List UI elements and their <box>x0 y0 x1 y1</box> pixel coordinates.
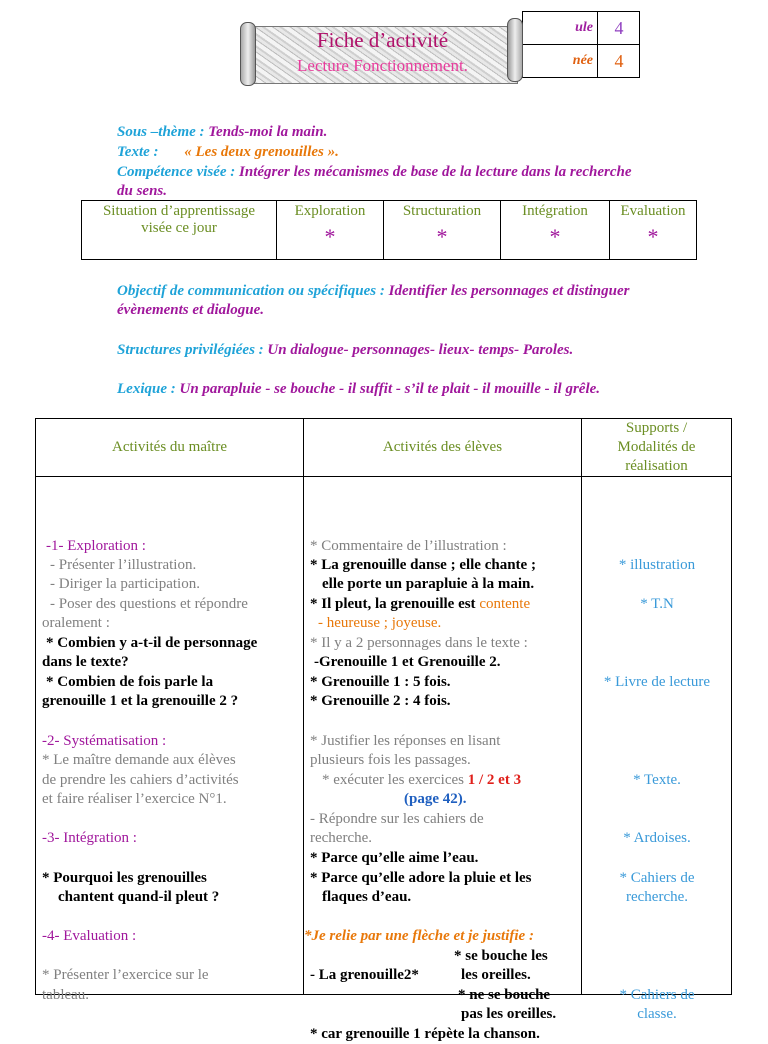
list-item <box>322 771 521 790</box>
list-item: * Justifier les réponses en lisant <box>310 733 501 749</box>
header-grid <box>522 11 640 78</box>
evaluation-instruction: *Je relie par une flèche et je justifie : <box>304 928 534 944</box>
support-item: * T.N <box>640 596 674 612</box>
header-maitre: Activités du maître <box>36 419 304 477</box>
lexique-label: Lexique : <box>117 381 176 397</box>
activities-table <box>35 418 732 1042</box>
list-item: - heureuse ; joyeuse. <box>318 615 442 631</box>
texte-label: Texte : <box>117 144 159 160</box>
list-item: grenouille 1 et la grenouille 2 ? <box>42 693 239 709</box>
maitre-column <box>36 477 304 1003</box>
header-eleves: Activités des élèves <box>304 419 582 477</box>
page-title: Fiche d’activité <box>316 28 449 52</box>
list-item: pas les oreilles. <box>461 1006 557 1022</box>
phase-cell <box>501 201 610 260</box>
situation-label: Situation d’apprentissage <box>102 203 256 219</box>
list-item: * Combien de fois parle la <box>46 674 214 690</box>
list-item: de prendre les cahiers d’activités <box>42 772 239 788</box>
sous-theme-value: Tends-moi la main. <box>208 124 328 140</box>
list-item: * ne se bouche <box>458 987 551 1003</box>
supports-column <box>582 477 732 1022</box>
list-item-text: * exécuter les exercices <box>322 772 464 788</box>
support-item: * Ardoises. <box>623 830 691 846</box>
list-item <box>310 595 530 614</box>
list-item: oralement : <box>42 615 110 631</box>
page-reference: (page 42). <box>404 791 467 807</box>
support-item: * illustration <box>618 557 696 573</box>
competence-line <box>117 163 632 182</box>
title-scroll-banner <box>240 18 525 86</box>
list-item: * Parce qu’elle aime l’eau. <box>310 850 479 866</box>
grid-value: 4 <box>614 51 624 71</box>
texte-value: « Les deux grenouilles ». <box>184 144 339 160</box>
header-grid-row <box>523 45 639 77</box>
section-title: -4- Evaluation : <box>42 928 137 944</box>
phase-mark: * <box>549 224 561 249</box>
structures-line <box>117 341 573 360</box>
phase-label: Evaluation <box>620 203 686 219</box>
phase-cell <box>610 201 697 260</box>
objectif-label: Objectif de communication ou spécifiques : <box>117 283 385 299</box>
situation-label-cell <box>82 201 277 260</box>
texte-line <box>117 143 339 162</box>
objectif-value-cont: évènements et dialogue. <box>117 302 265 318</box>
sous-theme-label: Sous –thème : <box>117 124 205 140</box>
lexique-value: Un parapluie - se bouche - il suffit - s’il te plait - il mouille - il grêle. <box>179 381 601 397</box>
support-item: * Texte. <box>633 772 681 788</box>
list-item: * se bouche les <box>454 948 548 964</box>
list-item: * Le maître demande aux élèves <box>42 752 236 768</box>
list-item: elle porte un parapluie à la main. <box>322 576 535 592</box>
eleves-column <box>304 477 582 1042</box>
list-item: - Présenter l’illustration. <box>50 557 197 573</box>
competence-label: Compétence visée : <box>117 164 236 180</box>
situation-label-cont: visée ce jour <box>141 220 217 236</box>
list-item: * Présenter l’exercice sur le <box>42 967 209 983</box>
header-supports-line: Supports / <box>625 420 688 436</box>
phase-mark: * <box>436 224 448 249</box>
situation-table <box>81 200 697 260</box>
structures-label: Structures privilégiées : <box>117 342 264 358</box>
list-item: les oreilles. <box>461 967 531 983</box>
header-supports <box>582 419 732 477</box>
structures-value: Un dialogue- personnages- lieux- temps- Paroles. <box>267 342 574 358</box>
phase-label: Intégration <box>522 203 588 219</box>
support-item: * Cahiers de <box>619 870 695 886</box>
list-item: -Grenouille 1 et Grenouille 2. <box>314 654 501 670</box>
support-item: * Livre de lecture <box>603 674 711 690</box>
list-item: recherche. <box>310 830 373 846</box>
competence-value-cont: du sens. <box>117 183 168 199</box>
list-item: * Il y a 2 personnages dans le texte : <box>310 635 528 651</box>
phase-cell <box>277 201 384 260</box>
section-title: -3- Intégration : <box>42 830 137 846</box>
exercise-numbers: 1 / 2 et 3 <box>467 772 522 788</box>
list-item: dans le texte? <box>42 654 129 670</box>
support-item: recherche. <box>625 889 689 905</box>
list-item: * Commentaire de l’illustration : <box>310 538 507 554</box>
lexique-line <box>117 380 600 399</box>
list-item: * La grenouille danse ; elle chante ; <box>310 557 536 573</box>
header-supports-line: Modalités de <box>617 439 696 455</box>
eleves-column-content <box>304 477 581 1042</box>
list-item: plusieurs fois les passages. <box>310 752 471 768</box>
list-item: * Grenouille 1 : 5 fois. <box>310 674 451 690</box>
phase-cell <box>384 201 501 260</box>
list-item: * car grenouille 1 répète la chanson. <box>310 1026 540 1042</box>
list-item: - Poser des questions et répondre <box>50 596 248 612</box>
phase-label: Structuration <box>402 203 482 219</box>
list-item: - Répondre sur les cahiers de <box>310 811 484 827</box>
list-item-text: * Il pleut, la grenouille est <box>310 596 476 612</box>
competence-value: Intégrer les mécanismes de base de la lecture dans la recherche <box>239 164 632 180</box>
sous-theme-line <box>117 123 327 142</box>
list-item: tableau. <box>42 987 90 1003</box>
header-grid-row <box>523 12 639 45</box>
list-item: - La grenouille2* <box>310 967 419 983</box>
grid-label: née <box>523 45 598 77</box>
section-title: -1- Exploration : <box>46 538 146 554</box>
list-item: et faire réaliser l’exercice N°1. <box>42 791 227 807</box>
objectif-value: Identifier les personnages et distinguer <box>388 283 630 299</box>
support-item: classe. <box>637 1006 677 1022</box>
list-item: flaques d’eau. <box>322 889 412 905</box>
phase-mark: * <box>647 224 659 249</box>
objectif-line <box>117 282 630 301</box>
maitre-column-content <box>36 477 303 1003</box>
grid-value: 4 <box>614 18 624 38</box>
support-item: * Cahiers de <box>619 987 695 1003</box>
highlight-word: contente <box>479 596 531 612</box>
phase-mark: * <box>324 224 336 249</box>
list-item: - Diriger la participation. <box>50 576 200 592</box>
list-item: * Grenouille 2 : 4 fois. <box>310 693 451 709</box>
phase-label: Exploration <box>294 203 366 219</box>
page-subtitle: Lecture Fonctionnement. <box>297 56 468 75</box>
header-supports-line: réalisation <box>625 458 688 474</box>
supports-column-content <box>582 477 731 1022</box>
list-item: * Parce qu’elle adore la pluie et les <box>310 870 532 886</box>
list-item: chantent quand-il pleut ? <box>58 889 220 905</box>
grid-label: ule <box>523 12 598 44</box>
list-item: * Pourquoi les grenouilles <box>42 870 207 886</box>
list-item: * Combien y a-t-il de personnage <box>46 635 258 651</box>
section-title: -2- Systématisation : <box>42 733 167 749</box>
